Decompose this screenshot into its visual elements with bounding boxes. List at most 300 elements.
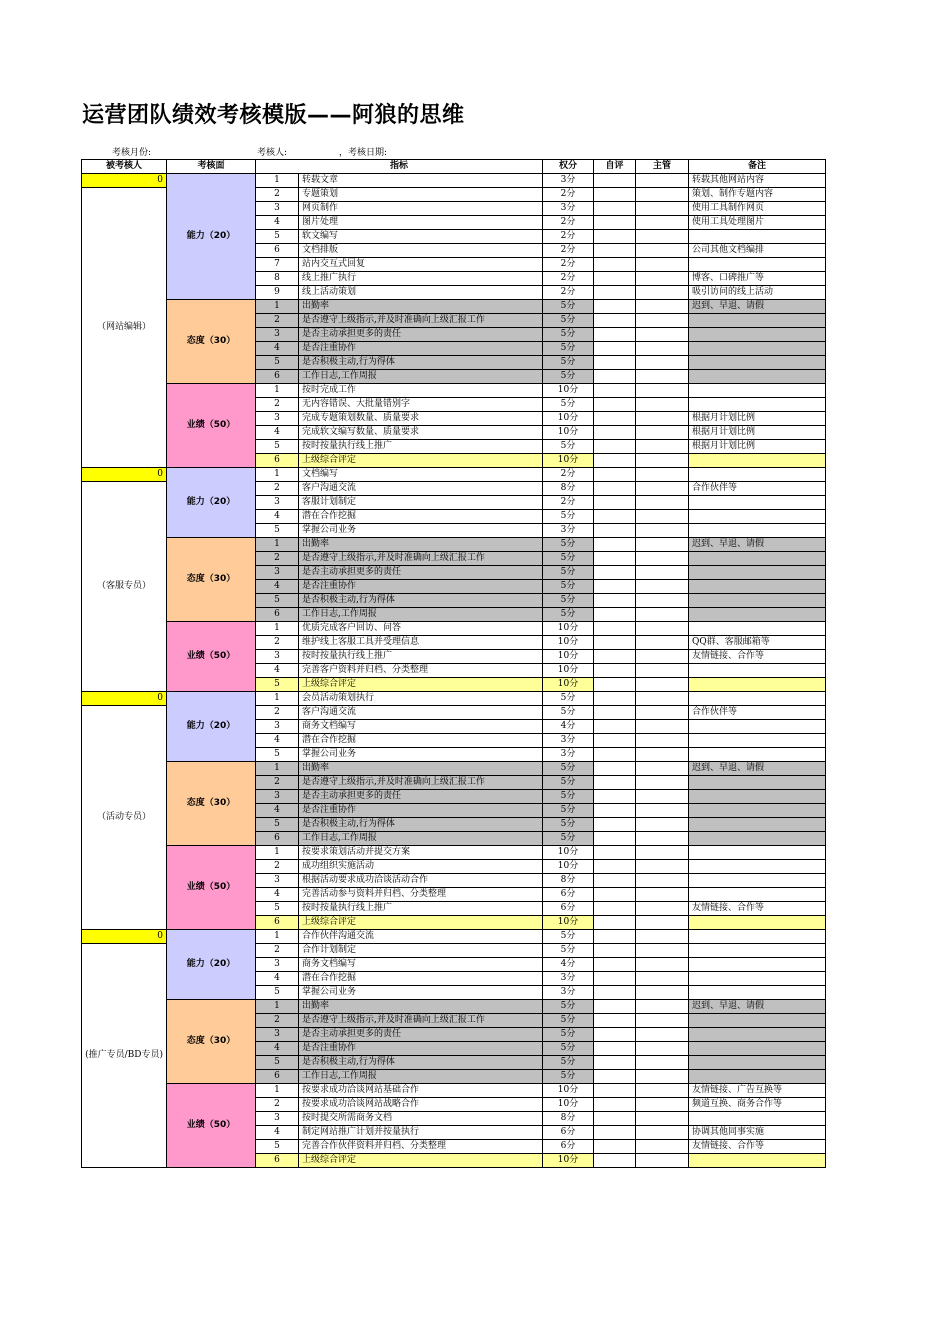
item-metric: 是否积极主动,行为得体 [299, 356, 543, 370]
item-points: 2分 [543, 216, 594, 230]
item-points: 6分 [543, 888, 594, 902]
manager-score-cell[interactable] [636, 706, 689, 720]
item-points: 2分 [543, 468, 594, 482]
item-index: 1 [256, 300, 299, 314]
item-note [689, 916, 826, 930]
manager-score-cell[interactable] [636, 958, 689, 972]
manager-score-cell[interactable] [636, 678, 689, 692]
item-points: 10分 [543, 916, 594, 930]
item-points: 6分 [543, 1126, 594, 1140]
manager-score-cell[interactable] [636, 174, 689, 188]
meta-line [0, 145, 950, 159]
manager-score-cell[interactable] [636, 510, 689, 524]
manager-score-cell[interactable] [636, 244, 689, 258]
manager-score-cell[interactable] [636, 986, 689, 1000]
item-note [689, 860, 826, 874]
item-points: 3分 [543, 986, 594, 1000]
self-score-cell[interactable] [594, 314, 636, 328]
manager-score-cell[interactable] [636, 1000, 689, 1014]
self-score-cell[interactable] [594, 1140, 636, 1154]
manager-score-cell[interactable] [636, 272, 689, 286]
item-note [689, 258, 826, 272]
item-points: 6分 [543, 902, 594, 916]
manager-score-cell[interactable] [636, 370, 689, 384]
self-score-cell[interactable] [594, 1070, 636, 1084]
item-index: 5 [256, 524, 299, 538]
self-score-cell[interactable] [594, 496, 636, 510]
item-points: 10分 [543, 1084, 594, 1098]
item-note [689, 720, 826, 734]
manager-score-cell[interactable] [636, 356, 689, 370]
item-metric: 商务文档编写 [299, 958, 543, 972]
item-note [689, 776, 826, 790]
manager-score-cell[interactable] [636, 1070, 689, 1084]
item-note [689, 748, 826, 762]
item-index: 2 [256, 706, 299, 720]
item-note: 友情链接、合作等 [689, 650, 826, 664]
self-score-cell[interactable] [594, 1042, 636, 1056]
item-metric: 客服计划制定 [299, 496, 543, 510]
self-score-cell[interactable] [594, 244, 636, 258]
item-index: 5 [256, 902, 299, 916]
manager-score-cell[interactable] [636, 216, 689, 230]
item-note [689, 832, 826, 846]
self-score-cell[interactable] [594, 832, 636, 846]
item-metric: 出勤率 [299, 538, 543, 552]
manager-score-cell[interactable] [636, 1014, 689, 1028]
face-cell: 态度（30） [167, 762, 256, 846]
self-score-cell[interactable] [594, 174, 636, 188]
manager-score-cell[interactable] [636, 972, 689, 986]
item-points: 5分 [543, 580, 594, 594]
item-metric: 会员活动策划执行 [299, 692, 543, 706]
manager-score-cell[interactable] [636, 692, 689, 706]
face-cell: 能力（20） [167, 468, 256, 538]
item-index: 5 [256, 1140, 299, 1154]
item-note: 策划、制作专题内容 [689, 188, 826, 202]
manager-score-cell[interactable] [636, 384, 689, 398]
table-row [82, 174, 826, 188]
self-score-cell[interactable] [594, 356, 636, 370]
self-score-cell[interactable] [594, 230, 636, 244]
self-score-cell[interactable] [594, 1084, 636, 1098]
item-index: 6 [256, 1154, 299, 1168]
manager-score-cell[interactable] [636, 482, 689, 496]
face-cell: 业绩（50） [167, 846, 256, 930]
manager-score-cell[interactable] [636, 524, 689, 538]
item-index: 5 [256, 986, 299, 1000]
item-index: 5 [256, 230, 299, 244]
item-note [689, 790, 826, 804]
item-index: 6 [256, 454, 299, 468]
face-cell: 业绩（50） [167, 622, 256, 692]
item-index: 1 [256, 622, 299, 636]
item-index: 3 [256, 412, 299, 426]
self-score-cell[interactable] [594, 538, 636, 552]
table-row [82, 538, 826, 552]
item-index: 6 [256, 1070, 299, 1084]
item-points: 5分 [543, 594, 594, 608]
item-points: 5分 [543, 510, 594, 524]
self-score-cell[interactable] [594, 776, 636, 790]
self-score-cell[interactable] [594, 888, 636, 902]
item-points: 5分 [543, 370, 594, 384]
manager-score-cell[interactable] [636, 202, 689, 216]
item-index: 4 [256, 342, 299, 356]
self-score-cell[interactable] [594, 454, 636, 468]
self-score-cell[interactable] [594, 636, 636, 650]
manager-score-cell[interactable] [636, 846, 689, 860]
self-score-cell[interactable] [594, 1112, 636, 1126]
item-index: 4 [256, 426, 299, 440]
table-row [82, 762, 826, 776]
self-score-cell[interactable] [594, 650, 636, 664]
item-metric: 完善合作伙伴资料并归档、分类整理 [299, 1140, 543, 1154]
item-index: 1 [256, 538, 299, 552]
manager-score-cell[interactable] [636, 440, 689, 454]
item-points: 5分 [543, 1014, 594, 1028]
item-note: 协调其他同事实施 [689, 1126, 826, 1140]
item-note: 友情链接、合作等 [689, 902, 826, 916]
self-score-cell[interactable] [594, 986, 636, 1000]
manager-score-cell[interactable] [636, 594, 689, 608]
total-score-cell[interactable]: 0 [82, 930, 167, 944]
self-score-cell[interactable] [594, 860, 636, 874]
self-score-cell[interactable] [594, 902, 636, 916]
item-points: 3分 [543, 748, 594, 762]
self-score-cell[interactable] [594, 258, 636, 272]
item-points: 10分 [543, 1154, 594, 1168]
item-index: 1 [256, 174, 299, 188]
item-metric: 商务文档编写 [299, 720, 543, 734]
item-metric: 是否遵守上级指示,并及时准确向上级汇报工作 [299, 314, 543, 328]
item-note [689, 356, 826, 370]
manager-score-cell[interactable] [636, 552, 689, 566]
item-metric: 图片处理 [299, 216, 543, 230]
self-score-cell[interactable] [594, 622, 636, 636]
manager-score-cell[interactable] [636, 258, 689, 272]
manager-score-cell[interactable] [636, 622, 689, 636]
manager-score-cell[interactable] [636, 1042, 689, 1056]
manager-score-cell[interactable] [636, 720, 689, 734]
item-index: 1 [256, 384, 299, 398]
item-note [689, 930, 826, 944]
manager-score-cell[interactable] [636, 398, 689, 412]
manager-score-cell[interactable] [636, 944, 689, 958]
item-note [689, 342, 826, 356]
manager-score-cell[interactable] [636, 1056, 689, 1070]
manager-score-cell[interactable] [636, 300, 689, 314]
manager-score-cell[interactable] [636, 1140, 689, 1154]
item-index: 2 [256, 188, 299, 202]
self-score-cell[interactable] [594, 188, 636, 202]
manager-score-cell[interactable] [636, 930, 689, 944]
item-index: 4 [256, 580, 299, 594]
manager-score-cell[interactable] [636, 1098, 689, 1112]
item-metric: 是否注重协作 [299, 580, 543, 594]
self-score-cell[interactable] [594, 818, 636, 832]
item-points: 5分 [543, 832, 594, 846]
item-points: 5分 [543, 944, 594, 958]
item-points: 3分 [543, 174, 594, 188]
item-metric: 出勤率 [299, 300, 543, 314]
item-metric: 潜在合作挖掘 [299, 972, 543, 986]
item-note: 友情链接、合作等 [689, 1140, 826, 1154]
item-index: 4 [256, 888, 299, 902]
self-score-cell[interactable] [594, 678, 636, 692]
item-index: 7 [256, 258, 299, 272]
manager-score-cell[interactable] [636, 776, 689, 790]
self-score-cell[interactable] [594, 300, 636, 314]
item-metric: 无内容错误、大批量错别字 [299, 398, 543, 412]
item-points: 10分 [543, 860, 594, 874]
manager-score-cell[interactable] [636, 748, 689, 762]
item-note [689, 594, 826, 608]
item-index: 3 [256, 328, 299, 342]
item-note [689, 454, 826, 468]
item-metric: 是否积极主动,行为得体 [299, 594, 543, 608]
item-metric: 文档编写 [299, 468, 543, 482]
item-note: 友情链接、广告互换等 [689, 1084, 826, 1098]
self-score-cell[interactable] [594, 426, 636, 440]
item-metric: 工作日志,工作周报 [299, 608, 543, 622]
total-score-cell[interactable]: 0 [82, 692, 167, 706]
self-score-cell[interactable] [594, 1154, 636, 1168]
item-points: 10分 [543, 678, 594, 692]
manager-score-cell[interactable] [636, 426, 689, 440]
manager-score-cell[interactable] [636, 664, 689, 678]
item-metric: 专题策划 [299, 188, 543, 202]
item-points: 10分 [543, 426, 594, 440]
manager-score-cell[interactable] [636, 1126, 689, 1140]
item-note [689, 692, 826, 706]
manager-score-cell[interactable] [636, 762, 689, 776]
manager-score-cell[interactable] [636, 286, 689, 300]
face-cell: 能力（20） [167, 692, 256, 762]
self-score-cell[interactable] [594, 972, 636, 986]
item-points: 2分 [543, 272, 594, 286]
item-note: 公司其他文档编排 [689, 244, 826, 258]
item-metric: 按时按量执行线上推广 [299, 650, 543, 664]
manager-score-cell[interactable] [636, 902, 689, 916]
item-metric: 完成专题策划数量、质量要求 [299, 412, 543, 426]
header-person: 被考核人 [82, 160, 167, 174]
self-score-cell[interactable] [594, 328, 636, 342]
self-score-cell[interactable] [594, 468, 636, 482]
item-metric: 网页制作 [299, 202, 543, 216]
item-index: 4 [256, 734, 299, 748]
self-score-cell[interactable] [594, 916, 636, 930]
item-points: 2分 [543, 188, 594, 202]
self-score-cell[interactable] [594, 342, 636, 356]
self-score-cell[interactable] [594, 1014, 636, 1028]
manager-score-cell[interactable] [636, 734, 689, 748]
item-metric: 按时提交所需商务文档 [299, 1112, 543, 1126]
item-index: 3 [256, 650, 299, 664]
self-score-cell[interactable] [594, 1028, 636, 1042]
total-score-cell[interactable]: 0 [82, 468, 167, 482]
manager-score-cell[interactable] [636, 566, 689, 580]
manager-score-cell[interactable] [636, 832, 689, 846]
self-score-cell[interactable] [594, 1056, 636, 1070]
item-metric: 出勤率 [299, 762, 543, 776]
manager-score-cell[interactable] [636, 314, 689, 328]
item-note: 根据月计划比例 [689, 412, 826, 426]
header-metric: 指标 [256, 160, 543, 174]
manager-score-cell[interactable] [636, 916, 689, 930]
item-metric: 线上推广执行 [299, 272, 543, 286]
manager-score-cell[interactable] [636, 804, 689, 818]
self-score-cell[interactable] [594, 440, 636, 454]
self-score-cell[interactable] [594, 412, 636, 426]
item-points: 5分 [543, 1000, 594, 1014]
item-note [689, 1056, 826, 1070]
self-score-cell[interactable] [594, 510, 636, 524]
item-index: 5 [256, 594, 299, 608]
manager-score-cell[interactable] [636, 818, 689, 832]
manager-score-cell[interactable] [636, 328, 689, 342]
manager-score-cell[interactable] [636, 188, 689, 202]
self-score-cell[interactable] [594, 720, 636, 734]
item-points: 5分 [543, 566, 594, 580]
table-row [82, 1084, 826, 1098]
self-score-cell[interactable] [594, 874, 636, 888]
item-index: 1 [256, 1084, 299, 1098]
self-score-cell[interactable] [594, 958, 636, 972]
header-points: 权分 [543, 160, 594, 174]
manager-score-cell[interactable] [636, 454, 689, 468]
item-points: 10分 [543, 664, 594, 678]
item-index: 2 [256, 860, 299, 874]
self-score-cell[interactable] [594, 398, 636, 412]
manager-score-cell[interactable] [636, 580, 689, 594]
manager-score-cell[interactable] [636, 888, 689, 902]
item-index: 3 [256, 720, 299, 734]
manager-score-cell[interactable] [636, 468, 689, 482]
item-index: 1 [256, 846, 299, 860]
item-note [689, 972, 826, 986]
self-score-cell[interactable] [594, 930, 636, 944]
header-manager: 主管 [636, 160, 689, 174]
item-note [689, 384, 826, 398]
item-note: 转载其他网站内容 [689, 174, 826, 188]
self-score-cell[interactable] [594, 664, 636, 678]
manager-score-cell[interactable] [636, 412, 689, 426]
item-note [689, 734, 826, 748]
item-index: 3 [256, 566, 299, 580]
item-metric: 合作伙伴沟通交流 [299, 930, 543, 944]
self-score-cell[interactable] [594, 944, 636, 958]
self-score-cell[interactable] [594, 286, 636, 300]
item-index: 1 [256, 930, 299, 944]
item-note [689, 944, 826, 958]
self-score-cell[interactable] [594, 1098, 636, 1112]
manager-score-cell[interactable] [636, 860, 689, 874]
item-points: 2分 [543, 286, 594, 300]
item-index: 2 [256, 1014, 299, 1028]
self-score-cell[interactable] [594, 748, 636, 762]
manager-score-cell[interactable] [636, 636, 689, 650]
self-score-cell[interactable] [594, 384, 636, 398]
item-note: QQ群、客服邮箱等 [689, 636, 826, 650]
manager-score-cell[interactable] [636, 874, 689, 888]
self-score-cell[interactable] [594, 804, 636, 818]
self-score-cell[interactable] [594, 202, 636, 216]
self-score-cell[interactable] [594, 482, 636, 496]
item-note [689, 328, 826, 342]
table-row [82, 622, 826, 636]
item-points: 5分 [543, 776, 594, 790]
self-score-cell[interactable] [594, 552, 636, 566]
manager-score-cell[interactable] [636, 1028, 689, 1042]
manager-score-cell[interactable] [636, 496, 689, 510]
self-score-cell[interactable] [594, 706, 636, 720]
item-index: 2 [256, 636, 299, 650]
item-index: 4 [256, 216, 299, 230]
self-score-cell[interactable] [594, 790, 636, 804]
manager-score-cell[interactable] [636, 1112, 689, 1126]
item-index: 5 [256, 440, 299, 454]
manager-score-cell[interactable] [636, 790, 689, 804]
self-score-cell[interactable] [594, 216, 636, 230]
item-index: 5 [256, 1056, 299, 1070]
self-score-cell[interactable] [594, 608, 636, 622]
header-note: 备注 [689, 160, 826, 174]
item-points: 5分 [543, 398, 594, 412]
item-points: 3分 [543, 734, 594, 748]
total-score-cell[interactable]: 0 [82, 174, 167, 188]
item-points: 8分 [543, 1112, 594, 1126]
item-index: 3 [256, 1112, 299, 1126]
item-metric: 按要求成功洽谈网站战略合作 [299, 1098, 543, 1112]
item-points: 5分 [543, 552, 594, 566]
item-index: 6 [256, 832, 299, 846]
self-score-cell[interactable] [594, 580, 636, 594]
manager-score-cell[interactable] [636, 1154, 689, 1168]
manager-score-cell[interactable] [636, 650, 689, 664]
self-score-cell[interactable] [594, 566, 636, 580]
page-title: 运营团队绩效考核模版——阿狼的思维 [82, 103, 465, 128]
item-index: 5 [256, 356, 299, 370]
self-score-cell[interactable] [594, 734, 636, 748]
item-metric: 是否主动承担更多的责任 [299, 790, 543, 804]
manager-score-cell[interactable] [636, 608, 689, 622]
self-score-cell[interactable] [594, 1000, 636, 1014]
self-score-cell[interactable] [594, 692, 636, 706]
item-metric: 工作日志,工作周报 [299, 1070, 543, 1084]
self-score-cell[interactable] [594, 524, 636, 538]
manager-score-cell[interactable] [636, 1084, 689, 1098]
item-note [689, 510, 826, 524]
item-index: 2 [256, 552, 299, 566]
manager-score-cell[interactable] [636, 342, 689, 356]
manager-score-cell[interactable] [636, 230, 689, 244]
item-note [689, 986, 826, 1000]
self-score-cell[interactable] [594, 370, 636, 384]
self-score-cell[interactable] [594, 1126, 636, 1140]
self-score-cell[interactable] [594, 272, 636, 286]
item-points: 5分 [543, 930, 594, 944]
self-score-cell[interactable] [594, 762, 636, 776]
item-points: 5分 [543, 1028, 594, 1042]
face-cell: 业绩（50） [167, 1084, 256, 1168]
item-metric: 上级综合评定 [299, 678, 543, 692]
item-note [689, 804, 826, 818]
manager-score-cell[interactable] [636, 538, 689, 552]
self-score-cell[interactable] [594, 846, 636, 860]
self-score-cell[interactable] [594, 594, 636, 608]
item-points: 5分 [543, 538, 594, 552]
